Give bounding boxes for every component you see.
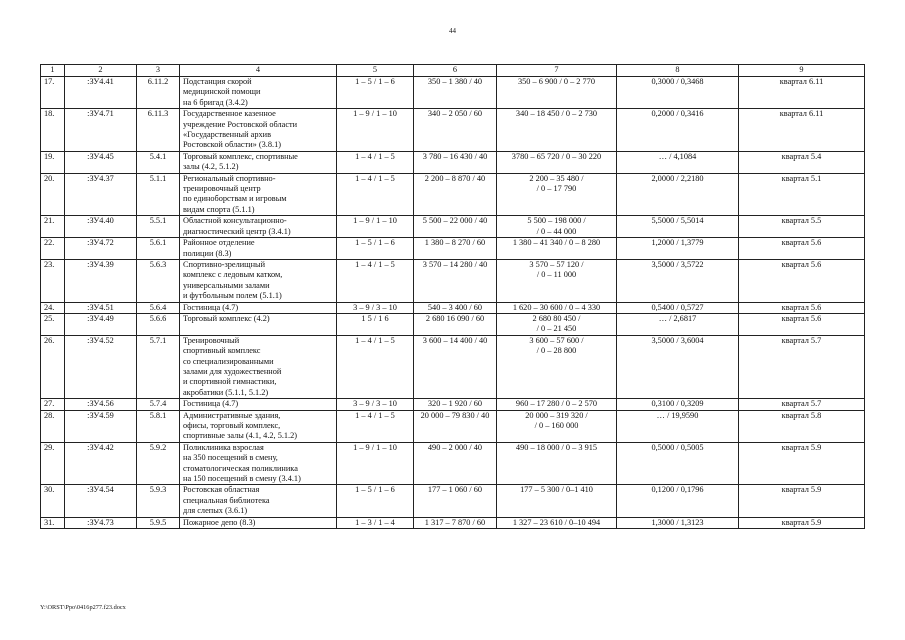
header-cell: 1	[41, 65, 65, 77]
floors-cell: 1 – 4 / 1 – 5	[337, 151, 414, 173]
object-name-cell	[180, 410, 337, 442]
range-line: 3780 – 65 720 / 0 – 30 220	[511, 151, 602, 161]
zone-cell: 6.11.3	[137, 109, 180, 152]
range-cell	[497, 259, 617, 302]
floors-cell: 1 5 / 1 6	[337, 313, 414, 335]
floors-cell: 1 – 4 / 1 – 5	[337, 335, 414, 398]
area-cell: 490 – 2 000 / 40	[414, 442, 497, 485]
ratio-cell: 0,1200 / 0,1796	[617, 485, 739, 517]
object-name-cell	[180, 109, 337, 152]
area-cell: 3 600 – 14 400 / 40	[414, 335, 497, 398]
parcel-code-cell: :ЗУ4.54	[65, 485, 137, 517]
range-line: 3 600 – 57 600 /	[529, 335, 584, 345]
zone-cell: 5.7.4	[137, 399, 180, 410]
block-cell: квартал 6.11	[739, 77, 865, 109]
table-row	[41, 109, 865, 152]
header-cell: 9	[739, 65, 865, 77]
range-line: 2 200 – 35 480 /	[529, 173, 584, 183]
object-name-cell	[180, 313, 337, 335]
area-cell: 2 200 – 8 870 / 40	[414, 173, 497, 216]
range-cell	[497, 173, 617, 216]
range-cell	[497, 485, 617, 517]
zoning-table	[40, 64, 865, 529]
range-line: 340 – 18 450 / 0 – 2 730	[515, 109, 598, 119]
floors-cell: 1 – 4 / 1 – 5	[337, 410, 414, 442]
range-cell	[497, 109, 617, 152]
object-name-line: Гостиница (4.7)	[183, 302, 239, 312]
range-line: 5 500 – 198 000 /	[527, 216, 586, 226]
object-name-line: Ростовской области» (3.8.1)	[183, 140, 282, 150]
block-cell: квартал 5.4	[739, 151, 865, 173]
zone-cell: 5.6.6	[137, 313, 180, 335]
object-name-line: залами для художественной	[183, 366, 282, 376]
object-name-line: на 350 посещений в смену,	[183, 453, 278, 463]
page-number: 44	[449, 27, 456, 35]
zone-cell: 5.4.1	[137, 151, 180, 173]
object-name-line: Административные здания,	[183, 410, 281, 420]
block-cell: квартал 5.9	[739, 485, 865, 517]
object-name-line: со специализированными	[183, 356, 274, 366]
object-name-cell	[180, 259, 337, 302]
range-line: / 0 – 160 000	[534, 421, 579, 430]
row-number-cell: 28.	[41, 410, 65, 442]
object-name-cell	[180, 173, 337, 216]
row-number-cell: 25.	[41, 313, 65, 335]
range-cell	[497, 302, 617, 313]
row-number-cell: 29.	[41, 442, 65, 485]
object-name-line: учреждение Ростовской области	[183, 119, 298, 129]
object-name-line: комплекс с ледовым катком,	[183, 270, 283, 280]
object-name-cell	[180, 335, 337, 398]
area-cell: 340 – 2 050 / 60	[414, 109, 497, 152]
range-line: 20 000 – 319 320 /	[525, 410, 588, 420]
header-cell: 2	[65, 65, 137, 77]
area-cell: 2 680 16 090 / 60	[414, 313, 497, 335]
header-cell: 3	[137, 65, 180, 77]
object-name-line: Гостиница (4.7)	[183, 399, 239, 409]
row-number-cell: 21.	[41, 216, 65, 238]
area-cell: 1 380 – 8 270 / 60	[414, 238, 497, 260]
row-number-cell: 24.	[41, 302, 65, 313]
object-name-cell	[180, 517, 337, 528]
object-name-cell	[180, 216, 337, 238]
object-name-line: диагностический центр (3.4.1)	[183, 226, 291, 236]
zone-cell: 6.11.2	[137, 77, 180, 109]
range-cell	[497, 216, 617, 238]
range-line: 2 680 80 450 /	[532, 313, 581, 323]
object-name-line: Спортивно-зрелищный	[183, 259, 266, 269]
object-name-line: тренировочный центр	[183, 184, 261, 194]
object-name-line: стоматологическая поликлиника	[183, 463, 298, 473]
floors-cell: 1 – 5 / 1 – 6	[337, 77, 414, 109]
object-name-cell	[180, 399, 337, 410]
object-name-line: спортивный комплекс	[183, 346, 261, 356]
parcel-code-cell: :ЗУ4.45	[65, 151, 137, 173]
object-name-line: для слепых (3.6.1)	[183, 506, 248, 516]
floors-cell: 1 – 5 / 1 – 6	[337, 485, 414, 517]
parcel-code-cell: :ЗУ4.42	[65, 442, 137, 485]
parcel-code-cell: :ЗУ4.39	[65, 259, 137, 302]
object-name-line: Ростовская областная	[183, 485, 260, 495]
table-row	[41, 410, 865, 442]
area-cell: 320 – 1 920 / 60	[414, 399, 497, 410]
floors-cell: 1 – 9 / 1 – 10	[337, 216, 414, 238]
range-line: 960 – 17 280 / 0 – 2 570	[515, 399, 598, 409]
ratio-cell: 0,3100 / 0,3209	[617, 399, 739, 410]
floors-cell: 3 – 9 / 3 – 10	[337, 302, 414, 313]
row-number-cell: 23.	[41, 259, 65, 302]
row-number-cell: 30.	[41, 485, 65, 517]
table-row	[41, 216, 865, 238]
object-name-line: универсальными залами	[183, 280, 270, 290]
object-name-cell	[180, 485, 337, 517]
object-name-line: на 150 посещений в смену (3.4.1)	[183, 474, 301, 484]
parcel-code-cell: :ЗУ4.59	[65, 410, 137, 442]
header-cell: 4	[180, 65, 337, 77]
object-name-cell	[180, 77, 337, 109]
block-cell: квартал 5.1	[739, 173, 865, 216]
range-line: 490 – 18 000 / 0 – 3 915	[515, 442, 598, 452]
range-line: / 0 – 11 000	[536, 270, 577, 280]
object-name-line: и спортивной гимнастики,	[183, 377, 277, 387]
floors-cell: 1 – 9 / 1 – 10	[337, 109, 414, 152]
header-cell: 8	[617, 65, 739, 77]
range-cell	[497, 77, 617, 109]
zone-cell: 5.7.1	[137, 335, 180, 398]
row-number-cell: 27.	[41, 399, 65, 410]
block-cell: квартал 5.7	[739, 335, 865, 398]
block-cell: квартал 5.9	[739, 442, 865, 485]
area-cell: 350 – 1 380 / 40	[414, 77, 497, 109]
range-line: / 0 – 21 450	[536, 324, 577, 334]
object-name-line: Подстанция скорой	[183, 77, 252, 86]
range-line: 3 570 – 57 120 /	[529, 259, 584, 269]
block-cell: квартал 5.7	[739, 399, 865, 410]
range-line: 1 620 – 30 600 / 0 – 4 330	[512, 302, 601, 312]
block-cell: квартал 6.11	[739, 109, 865, 152]
object-name-line: залы (4.2, 5.1.2)	[183, 162, 239, 172]
zone-cell: 5.5.1	[137, 216, 180, 238]
range-cell	[497, 151, 617, 173]
object-name-line: специальная библиотека	[183, 495, 270, 505]
range-line: / 0 – 44 000	[536, 226, 577, 236]
object-name-cell	[180, 302, 337, 313]
object-name-line: Поликлиника взрослая	[183, 442, 264, 452]
range-cell	[497, 442, 617, 485]
object-name-line: Районное отделение	[183, 238, 255, 248]
block-cell: квартал 5.9	[739, 517, 865, 528]
block-cell: квартал 5.6	[739, 302, 865, 313]
range-cell	[497, 335, 617, 398]
file-path-footer: Y:\ORST\Ppo\0416p277.f23.docx	[40, 604, 126, 611]
ratio-cell: 3,5000 / 3,6004	[617, 335, 739, 398]
area-cell: 177 – 1 060 / 60	[414, 485, 497, 517]
parcel-code-cell: :ЗУ4.41	[65, 77, 137, 109]
parcel-code-cell: :ЗУ4.72	[65, 238, 137, 260]
block-cell: квартал 5.6	[739, 313, 865, 335]
row-number-cell: 18.	[41, 109, 65, 152]
parcel-code-cell: :ЗУ4.37	[65, 173, 137, 216]
table-row	[41, 517, 865, 528]
parcel-code-cell: :ЗУ4.40	[65, 216, 137, 238]
ratio-cell: 0,2000 / 0,3416	[617, 109, 739, 152]
block-cell: квартал 5.6	[739, 259, 865, 302]
zone-cell: 5.9.2	[137, 442, 180, 485]
table-row	[41, 442, 865, 485]
ratio-cell: 1,2000 / 1,3779	[617, 238, 739, 260]
zone-cell: 5.1.1	[137, 173, 180, 216]
floors-cell: 1 – 3 / 1 – 4	[337, 517, 414, 528]
object-name-line: полиции (8.3)	[183, 248, 232, 258]
row-number-cell: 19.	[41, 151, 65, 173]
ratio-cell: 0,5400 / 0,5727	[617, 302, 739, 313]
area-cell: 3 780 – 16 430 / 40	[414, 151, 497, 173]
object-name-line: Торговый комплекс (4.2)	[183, 313, 270, 323]
object-name-line: и футбольным полем (5.1.1)	[183, 291, 282, 301]
parcel-code-cell: :ЗУ4.51	[65, 302, 137, 313]
floors-cell: 1 – 9 / 1 – 10	[337, 442, 414, 485]
area-cell: 3 570 – 14 280 / 40	[414, 259, 497, 302]
object-name-line: видам спорта (5.1.1)	[183, 204, 255, 214]
row-number-cell: 22.	[41, 238, 65, 260]
object-name-line: офисы, торговый комплекс,	[183, 421, 281, 430]
object-name-line: Областной консультационно-	[183, 216, 287, 226]
range-line: / 0 – 28 800	[536, 346, 577, 356]
area-cell: 5 500 – 22 000 / 40	[414, 216, 497, 238]
ratio-cell: 0,5000 / 0,5005	[617, 442, 739, 485]
object-name-cell	[180, 442, 337, 485]
parcel-code-cell: :ЗУ4.56	[65, 399, 137, 410]
object-name-line: Торговый комплекс, спортивные	[183, 151, 298, 161]
table-row	[41, 259, 865, 302]
block-cell: квартал 5.6	[739, 238, 865, 260]
table-row	[41, 302, 865, 313]
object-name-line: Региональный спортивно-	[183, 173, 276, 183]
header-row	[41, 65, 865, 77]
range-cell	[497, 313, 617, 335]
object-name-line: на 6 бригад (3.4.2)	[183, 97, 248, 107]
range-line: 1 327 – 23 610 / 0–10 494	[512, 517, 601, 527]
range-line: 350 – 6 900 / 0 – 2 770	[518, 77, 595, 86]
block-cell: квартал 5.5	[739, 216, 865, 238]
header-cell: 7	[497, 65, 617, 77]
ratio-cell: 0,3000 / 0,3468	[617, 77, 739, 109]
range-line: 177 – 5 300 / 0–1 410	[520, 485, 593, 495]
zone-cell: 5.9.3	[137, 485, 180, 517]
row-number-cell: 20.	[41, 173, 65, 216]
range-line: 1 380 – 41 340 / 0 – 8 280	[512, 238, 601, 248]
object-name-line: медицинской помощи	[183, 87, 261, 97]
object-name-line: Пожарное депо (8.3)	[183, 517, 256, 527]
ratio-cell: 3,5000 / 3,5722	[617, 259, 739, 302]
table-row	[41, 77, 865, 109]
ratio-cell: … / 19,9590	[617, 410, 739, 442]
table-row	[41, 399, 865, 410]
header-cell: 5	[337, 65, 414, 77]
table-row	[41, 151, 865, 173]
row-number-cell: 31.	[41, 517, 65, 528]
block-cell: квартал 5.8	[739, 410, 865, 442]
row-number-cell: 26.	[41, 335, 65, 398]
range-line: / 0 – 17 790	[536, 184, 577, 194]
zone-cell: 5.9.5	[137, 517, 180, 528]
row-number-cell: 17.	[41, 77, 65, 109]
area-cell: 20 000 – 79 830 / 40	[414, 410, 497, 442]
parcel-code-cell: :ЗУ4.49	[65, 313, 137, 335]
floors-cell: 1 – 4 / 1 – 5	[337, 259, 414, 302]
table-row	[41, 173, 865, 216]
object-name-line: акробатики (5.1.1, 5.1.2)	[183, 387, 269, 397]
floors-cell: 1 – 4 / 1 – 5	[337, 173, 414, 216]
range-cell	[497, 238, 617, 260]
ratio-cell: 2,0000 / 2,2180	[617, 173, 739, 216]
range-cell	[497, 410, 617, 442]
zone-cell: 5.6.3	[137, 259, 180, 302]
area-cell: 1 317 – 7 870 / 60	[414, 517, 497, 528]
zone-cell: 5.6.4	[137, 302, 180, 313]
object-name-line: Тренировочный	[183, 335, 240, 345]
range-cell	[497, 399, 617, 410]
header-cell: 6	[414, 65, 497, 77]
object-name-line: спортивные залы (4.1, 4.2, 5.1.2)	[183, 431, 298, 441]
table-row	[41, 485, 865, 517]
parcel-code-cell: :ЗУ4.52	[65, 335, 137, 398]
table-row	[41, 238, 865, 260]
object-name-line: по единоборствам и игровым	[183, 194, 287, 204]
object-name-cell	[180, 238, 337, 260]
range-cell	[497, 517, 617, 528]
parcel-code-cell: :ЗУ4.71	[65, 109, 137, 152]
ratio-cell: … / 4,1084	[617, 151, 739, 173]
floors-cell: 3 – 9 / 3 – 10	[337, 399, 414, 410]
table-row	[41, 335, 865, 398]
ratio-cell: … / 2,6817	[617, 313, 739, 335]
object-name-line: Государственное казенное	[183, 109, 276, 119]
parcel-code-cell: :ЗУ4.73	[65, 517, 137, 528]
table-row	[41, 313, 865, 335]
zone-cell: 5.6.1	[137, 238, 180, 260]
object-name-cell	[180, 151, 337, 173]
zone-cell: 5.8.1	[137, 410, 180, 442]
floors-cell: 1 – 5 / 1 – 6	[337, 238, 414, 260]
ratio-cell: 1,3000 / 1,3123	[617, 517, 739, 528]
area-cell: 540 – 3 400 / 60	[414, 302, 497, 313]
object-name-line: «Государственный архив	[183, 130, 271, 140]
ratio-cell: 5,5000 / 5,5014	[617, 216, 739, 238]
